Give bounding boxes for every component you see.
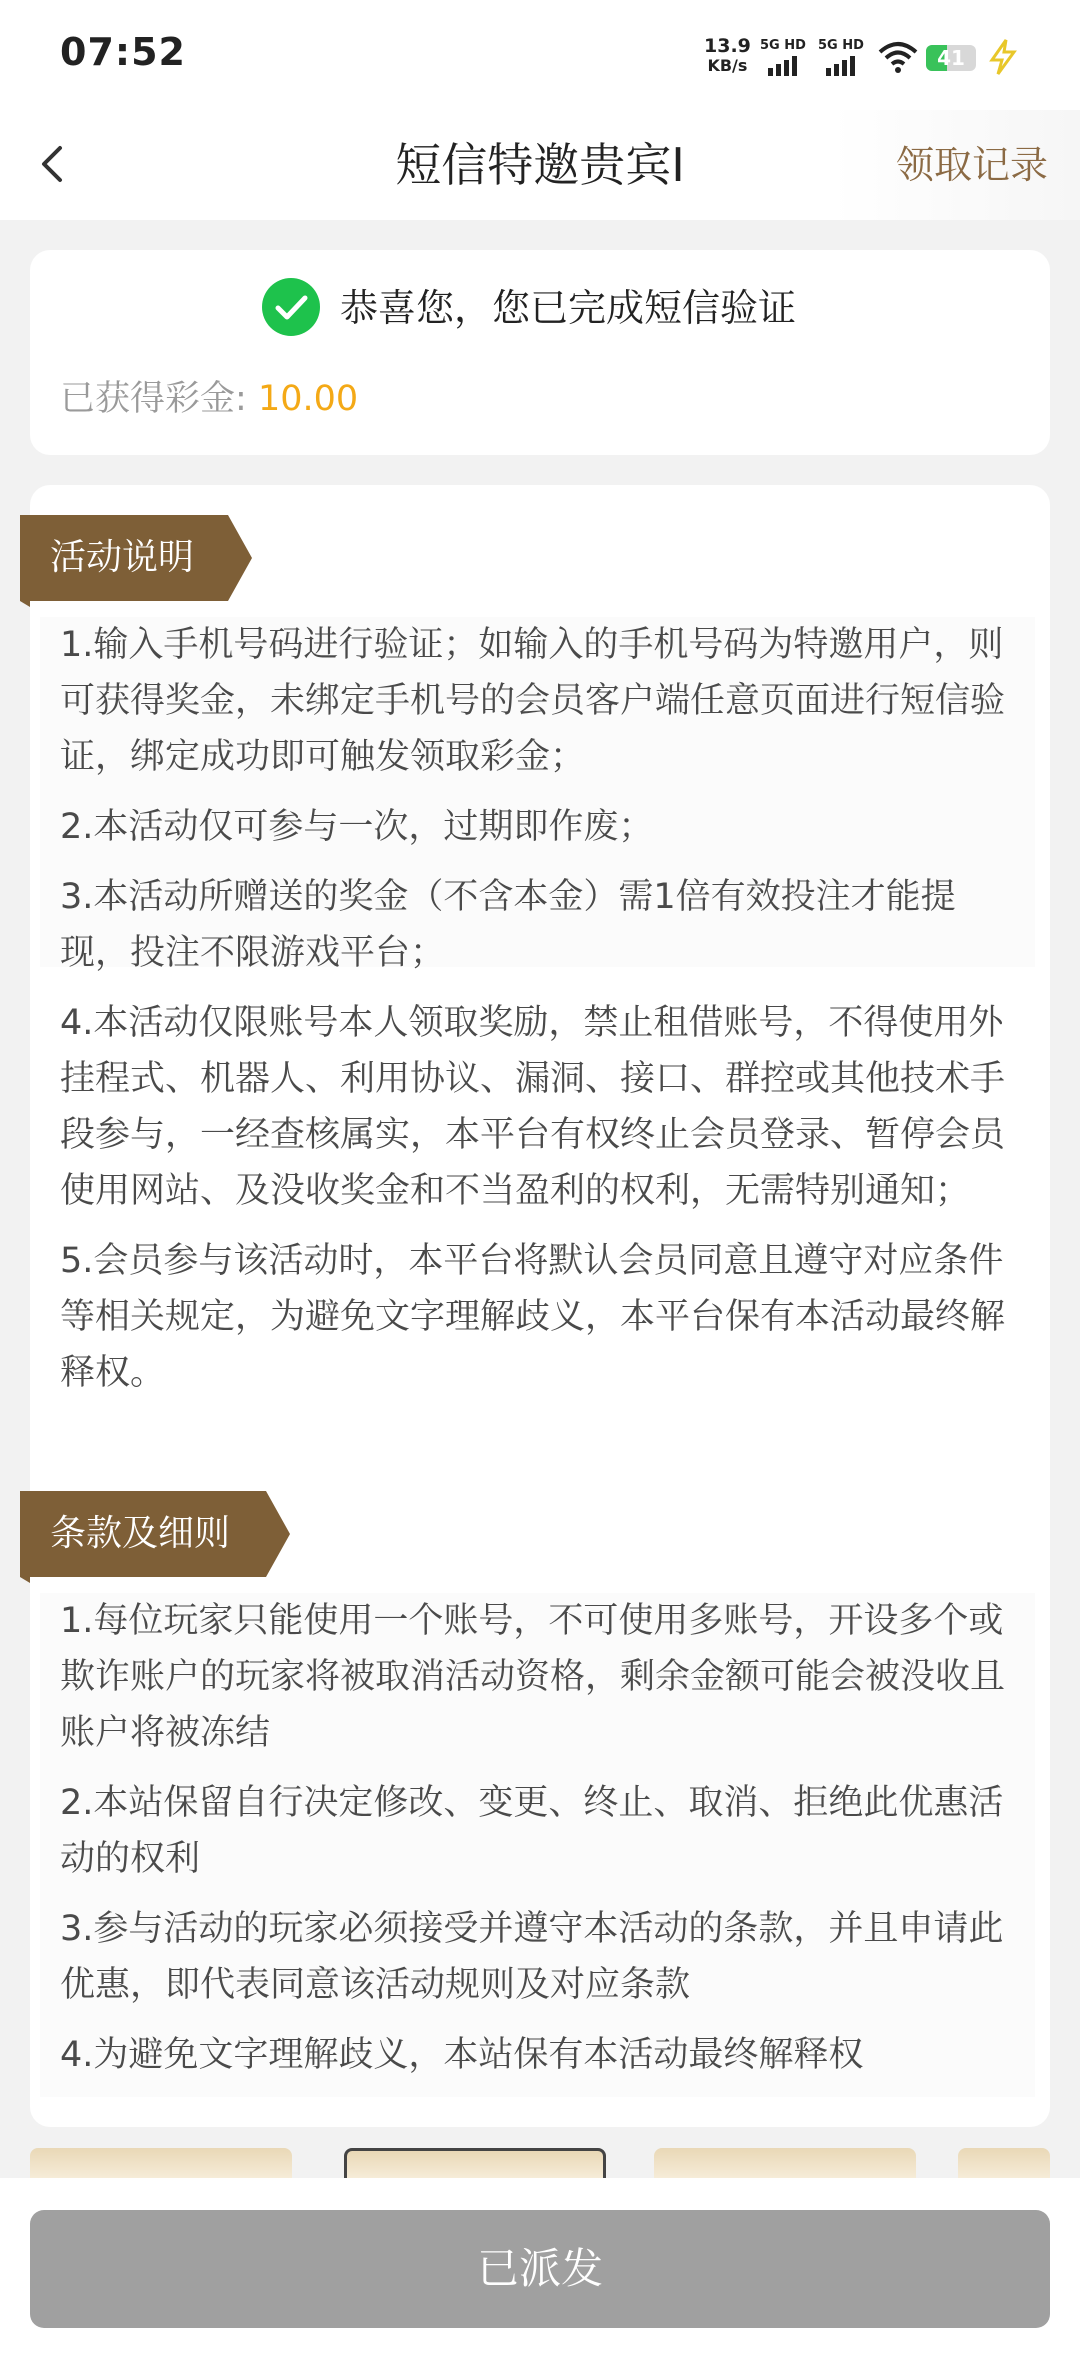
banner-thumb[interactable]: [654, 2148, 916, 2178]
section-tag-terms: [20, 1491, 310, 1583]
rules-card: [30, 485, 1050, 2127]
bonus-line: [60, 374, 358, 424]
terms-item: 2.本站保留自行决定修改、变更、终止、取消、拒绝此优惠活动的权利: [60, 1783, 1004, 1879]
dispatched-button-label: 已派发: [476, 2244, 603, 2293]
network-speed: [704, 36, 751, 76]
rule-item: 1.输入手机号码进行验证；如输入的手机号码为特邀用户，则可获得奖金，未绑定手机号的会员客户端任意页面进行短信验证，绑定成功即可触发领取彩金；: [60, 625, 1006, 777]
signal-1: [760, 38, 818, 78]
rule-item: 3.本活动所赠送的奖金（不含本金）需1倍有效投注才能提现，投注不限游戏平台；: [60, 877, 956, 973]
status-time: 07:52: [60, 30, 186, 74]
record-button[interactable]: [832, 110, 1080, 220]
bottom-bar: [0, 2178, 1080, 2376]
wifi-icon: [878, 40, 918, 74]
section-title-activity: 活动说明: [50, 537, 195, 578]
battery-icon: [926, 45, 976, 71]
rule-item: 4.本活动仅限账号本人领取奖励，禁止租借账号，不得使用外挂程式、机器人、利用协议、漏洞、接口、群控或其他技术手段参与，一经查核属实，本平台有权终止会员登录、暂停会员使用网站、及没收奖金和不当盈利的权利，无需特别通知；: [60, 1003, 1006, 1211]
bonus-label: 已获得彩金:: [60, 379, 247, 419]
page-title: 短信特邀贵宾I: [395, 138, 685, 192]
terms-item: 3.参与活动的玩家必须接受并遵守本活动的条款，并且申请此优惠，即代表同意该活动规则及对应条款: [60, 1909, 1004, 2005]
terms-item: 1.每位玩家只能使用一个账号，不可使用多账号，开设多个或欺诈账户的玩家将被取消活动资格，剩余金额可能会被没收且账户将被冻结: [60, 1601, 1006, 1753]
status-bar: [0, 0, 1080, 110]
banner-strip: [30, 2148, 1050, 2178]
banner-thumb-active[interactable]: [344, 2148, 606, 2178]
signal-2-label: 5G HD: [818, 38, 864, 53]
dispatched-button[interactable]: [30, 2210, 1050, 2328]
verify-card: [30, 250, 1050, 455]
charging-icon: [986, 38, 1020, 76]
terms-rules: [40, 1593, 1035, 2097]
header: [0, 110, 1080, 220]
record-button-label: 领取记录: [895, 143, 1048, 187]
terms-item: 4.为避免文字理解歧义，本站保有本活动最终解释权: [60, 2035, 864, 2075]
activity-rules: [40, 617, 1035, 1393]
verify-message: 恭喜您，您已完成短信验证: [340, 286, 797, 330]
network-speed-unit: KB/s: [707, 56, 748, 75]
battery-level: 41: [937, 46, 965, 70]
banner-thumb[interactable]: [958, 2148, 1050, 2178]
network-speed-value: 13.9: [704, 35, 751, 57]
section-title-terms: 条款及细则: [50, 1513, 231, 1554]
section-tag-activity: [20, 515, 286, 607]
bonus-value: 10.00: [257, 379, 359, 419]
check-circle-icon: [262, 278, 320, 336]
rule-item: 5.会员参与该活动时，本平台将默认会员同意且遵守对应条件等相关规定，为避免文字理解歧义，本平台保有本活动最终解释权。: [60, 1241, 1006, 1393]
rule-item: 2.本活动仅可参与一次，过期即作废；: [60, 807, 654, 847]
banner-thumb[interactable]: [30, 2148, 292, 2178]
signal-1-label: 5G HD: [760, 38, 806, 53]
signal-2: [818, 38, 876, 78]
